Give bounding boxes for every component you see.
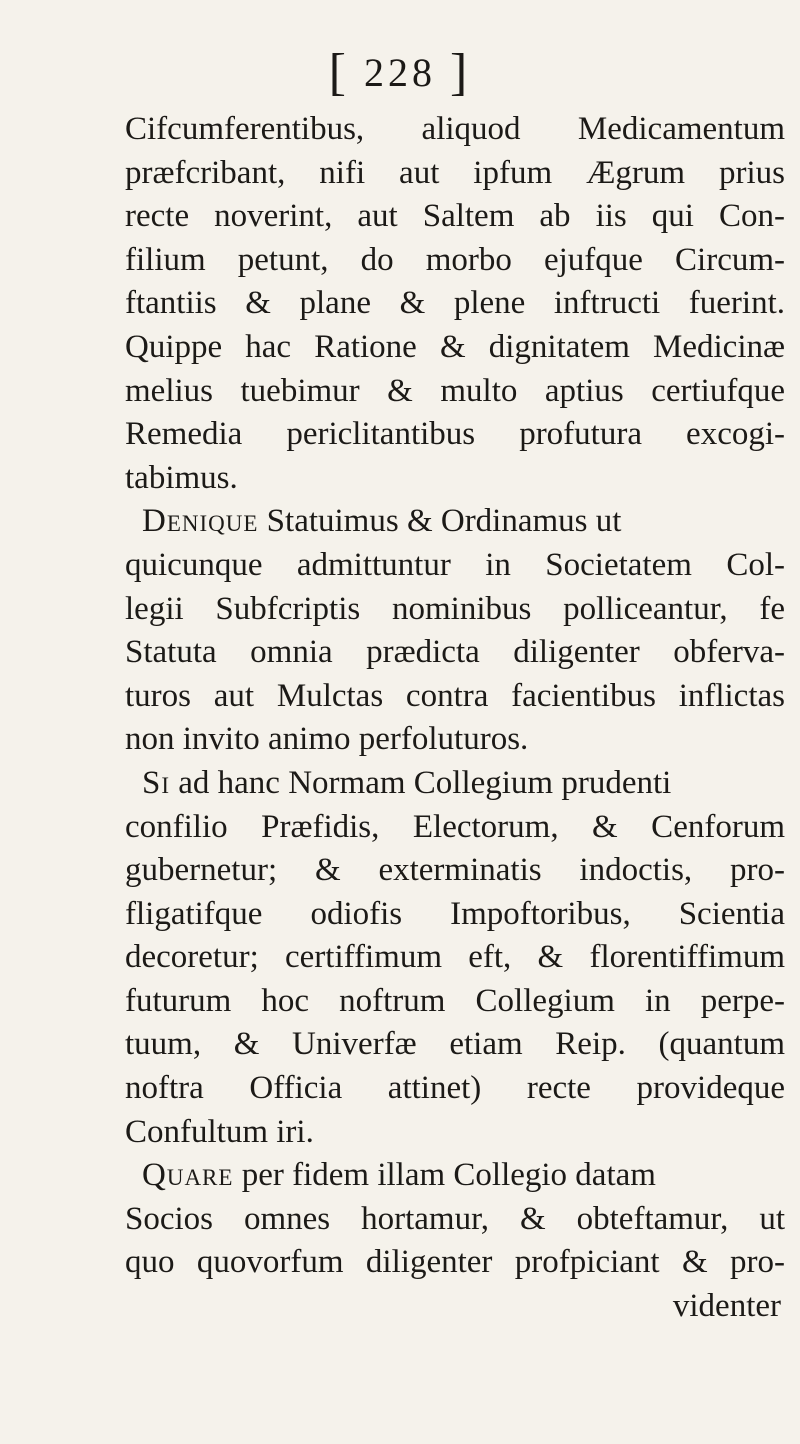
text-line: gubernetur; & exterminatis indoctis, pro-: [125, 852, 785, 889]
text-line: tuum, & Univerfæ etiam Reip. (quantum: [125, 1026, 785, 1063]
text-line: non invito animo perfoluturos.: [125, 721, 529, 758]
bracket-close: ]: [450, 44, 472, 101]
text-fragment: ad hanc Normam Collegium prudenti: [170, 764, 672, 801]
text-line: fligatifque odiofis Impoftoribus, Scientia: [125, 895, 785, 932]
text-line: præfcribant, nifi aut ipfum Ægrum prius: [125, 154, 785, 191]
text-line: quicunque admittuntur in Societatem Col-: [125, 546, 785, 583]
text-line: confilio Præfidis, Electorum, & Cenforum: [125, 808, 785, 845]
text-line: quo quovorfum diligenter profpiciant & pro-: [125, 1244, 785, 1281]
text-line: Confultum iri.: [125, 1113, 314, 1150]
bracket-open: [: [328, 44, 350, 101]
text-line: legii Subfcriptis nominibus polliceantur, fe: [125, 590, 785, 627]
text-line: recte noverint, aut Saltem ab iis qui Con-: [125, 198, 785, 235]
body-text: [125, 108, 785, 1329]
paragraph-lead-word: Quare: [142, 1157, 234, 1194]
text-line: ftantiis & plane & plene inftructi fuerint.: [125, 285, 785, 322]
text-line: Remedia periclitantibus profutura excogi-: [125, 416, 785, 453]
text-line: melius tuebimur & multo aptius certiufque: [125, 372, 785, 409]
text-fragment: per fidem illam Collegio datam: [233, 1157, 656, 1194]
text-line: Socios omnes hortamur, & obteftamur, ut: [125, 1200, 785, 1237]
page-number: 228: [364, 50, 436, 95]
text-line: tabimus.: [125, 459, 238, 496]
text-line: filium petunt, do morbo ejufque Circum-: [125, 241, 785, 278]
text-line: futurum hoc noftrum Collegium in perpe-: [125, 982, 785, 1019]
text-line: decoretur; certiffimum eft, & florentiffimum: [125, 939, 785, 976]
text-line: Quippe hac Ratione & dignitatem Medicinæ: [125, 328, 785, 365]
text-line: noftra Officia attinet) recte provideque: [125, 1070, 785, 1107]
paragraph-opening-line: [125, 762, 785, 806]
text-line: Statuta omnia prædicta diligenter obferva-: [125, 634, 785, 671]
text-fragment: Statuimus & Ordinamus ut: [258, 503, 622, 540]
page-header: [0, 44, 800, 101]
catchword: videnter: [672, 1288, 781, 1325]
paragraph-opening-line: [125, 1154, 785, 1198]
paragraph-lead-word: Si: [142, 764, 171, 801]
paragraph-opening-line: [125, 500, 785, 544]
text-line: Cifcumferentibus, aliquod Medicamentum: [125, 111, 785, 147]
paragraph-lead-word: Denique: [142, 503, 259, 540]
text-line: turos aut Mulctas contra facientibus inflictas: [125, 677, 785, 714]
